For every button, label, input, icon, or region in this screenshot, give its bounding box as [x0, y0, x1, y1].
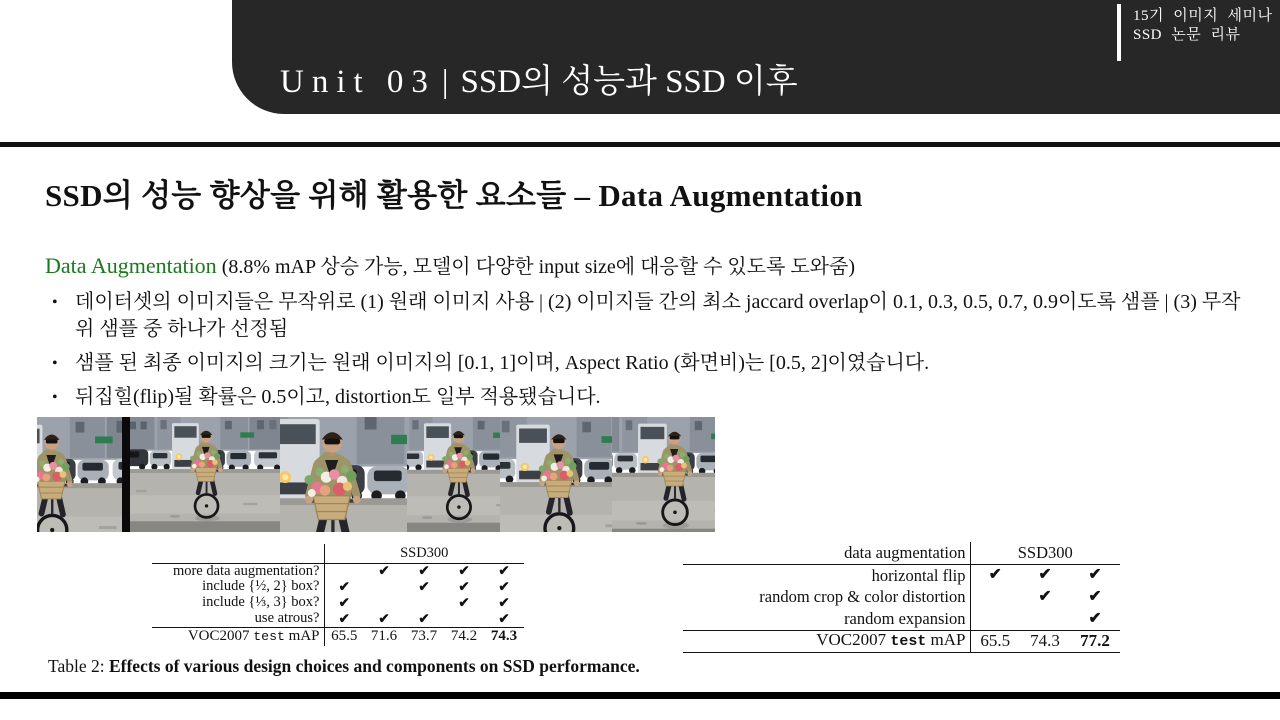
check-cell: ✔	[418, 610, 430, 626]
table-row	[152, 579, 524, 595]
seminar-subtitle: SSD 논문 리뷰	[1133, 27, 1241, 43]
table-row	[152, 563, 524, 579]
check-cell: ✔	[324, 595, 364, 611]
row-label: random crop & color distortion	[759, 587, 966, 607]
map-row	[152, 627, 524, 646]
check-cell: ✔	[418, 563, 430, 579]
check-cell: ✔	[1038, 587, 1052, 605]
header-label: data augmentation	[683, 542, 970, 564]
check-cell: ✔	[1088, 566, 1102, 584]
caption-prefix: Table 2:	[48, 656, 109, 676]
check-cell: ✔	[458, 594, 470, 610]
check-cell: ✔	[458, 578, 470, 594]
seminar-name: 15기 이미지 세미나	[1133, 8, 1273, 24]
header-rule	[0, 142, 1280, 147]
map-value: 65.5	[970, 630, 1020, 652]
check-cell: ✔	[1088, 587, 1102, 605]
badge-divider	[1117, 4, 1121, 61]
augmented-sample-6	[612, 417, 715, 532]
intro-highlight: Data Augmentation	[45, 253, 217, 278]
row-label: horizontal flip	[871, 565, 966, 585]
model-header: SSD300	[970, 542, 1120, 564]
check-cell	[364, 579, 404, 595]
bottom-rule	[0, 692, 1280, 699]
check-cell: ✔	[324, 611, 364, 627]
row-label: random expansion	[844, 609, 966, 629]
unit-title-text: SSD의 성능과 SSD 이후	[460, 64, 798, 100]
check-cell: ✔	[1038, 566, 1052, 584]
map-value: 74.3	[1020, 630, 1070, 652]
check-cell: ✔	[970, 564, 1020, 586]
check-cell	[970, 608, 1020, 630]
check-cell	[444, 611, 484, 627]
augmentation-figure	[37, 417, 715, 532]
check-cell: ✔	[418, 578, 430, 594]
data-augmentation-table	[683, 542, 1120, 653]
check-cell: ✔	[498, 578, 510, 594]
check-cell: ✔	[458, 563, 470, 579]
caption-text: Effects of various design choices and components on SSD performance.	[108, 656, 640, 676]
design-choices-table	[152, 544, 524, 646]
check-cell: ✔	[378, 563, 390, 579]
bullet-item: • 데이터셋의 이미지들은 무작위로 (1) 원래 이미지 사용 | (2) 이미지들 간의 최소 jaccard overlap이 0.1, 0.3, 0.5, 0.7, 0.9이도록 샘플 | (3) 무작위 샘플 중 하나가 선정됨	[45, 289, 1247, 343]
map-row	[683, 630, 1120, 652]
map-value: 74.2	[444, 627, 484, 646]
map-value: 71.6	[364, 627, 404, 646]
check-cell: ✔	[498, 594, 510, 610]
table-header-row	[152, 544, 524, 563]
check-cell	[324, 563, 364, 579]
intro-line	[45, 250, 855, 279]
seminar-badge	[1133, 7, 1272, 45]
table-caption	[48, 656, 640, 677]
table-row	[683, 608, 1120, 630]
map-value: 73.7	[404, 627, 444, 646]
table-row	[683, 586, 1120, 608]
row-label: use atrous?	[254, 610, 320, 627]
augmented-sample-2	[130, 417, 280, 532]
check-cell	[404, 595, 444, 611]
map-value-best: 77.2	[1070, 630, 1120, 652]
check-cell	[1020, 608, 1070, 630]
check-cell	[970, 586, 1020, 608]
check-cell: ✔	[498, 563, 510, 579]
title-separator: |	[441, 64, 449, 100]
model-header: SSD300	[324, 544, 524, 563]
intro-rest: (8.8% mAP 상승 가능, 모델이 다양한 input size에 대응할 수 있도록 도와줌)	[216, 256, 855, 278]
bullet-list	[45, 289, 1247, 418]
bullet-item: • 샘플 된 최종 이미지의 크기는 원래 이미지의 [0.1, 1]이며, Aspect Ratio (화면비)는 [0.5, 2]이였습니다.	[45, 350, 1247, 377]
image-divider	[122, 417, 130, 532]
table-row	[152, 611, 524, 627]
augmented-sample-4	[407, 417, 500, 532]
check-cell: ✔	[324, 579, 364, 595]
check-cell: ✔	[498, 610, 510, 626]
header-bar	[232, 0, 1280, 114]
unit-number: Unit 03	[280, 64, 436, 100]
table-header-row	[683, 542, 1120, 564]
table-row	[152, 595, 524, 611]
check-cell: ✔	[1088, 609, 1102, 627]
bullet-item: • 뒤집힐(flip)될 확률은 0.5이고, distortion도 일부 적용됐습니다.	[45, 384, 1247, 411]
table-row	[683, 564, 1120, 586]
map-value: 65.5	[324, 627, 364, 646]
map-label: VOC2007 test mAP	[152, 627, 324, 646]
augmented-sample-1	[37, 417, 122, 532]
map-value-best: 74.3	[484, 627, 524, 646]
check-cell: ✔	[378, 610, 390, 626]
row-label: include {½, 2} box?	[202, 578, 320, 595]
row-label: include {⅓, 3} box?	[202, 594, 320, 611]
augmented-sample-3	[280, 417, 407, 532]
unit-title	[280, 55, 798, 102]
check-cell	[364, 595, 404, 611]
empty-header-cell	[152, 544, 324, 563]
row-label: more data augmentation?	[172, 562, 320, 579]
map-label: VOC2007 test mAP	[683, 630, 970, 652]
augmented-sample-5	[500, 417, 612, 532]
page-title: SSD의 성능 향상을 위해 활용한 요소들 – Data Augmentation	[45, 178, 863, 213]
